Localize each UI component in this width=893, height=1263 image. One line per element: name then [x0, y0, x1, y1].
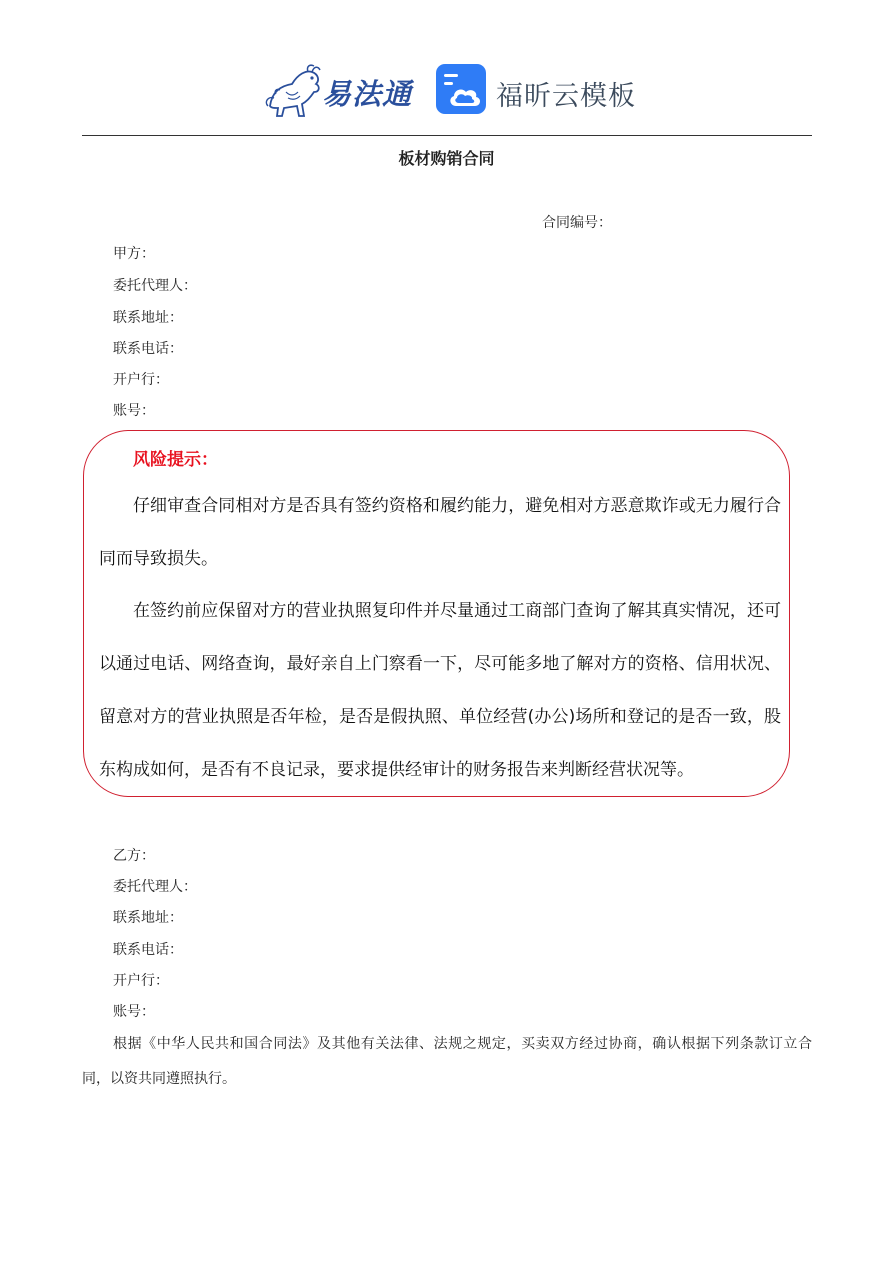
fuxin-logo-text: 福昕云模板: [496, 81, 636, 112]
party-a-address-label: 联系地址：: [113, 310, 183, 326]
document-title: 板材购销合同: [398, 149, 495, 168]
yifatong-logo-text: 易法通: [322, 77, 413, 111]
party-a-phone-label: 联系电话：: [113, 341, 183, 357]
risk-notice-title: 风险提示：: [133, 450, 218, 470]
header-divider: [82, 135, 812, 136]
party-a-bank-label: 开户行：: [113, 372, 169, 388]
party-b-account-label: 账号：: [113, 1004, 155, 1020]
risk-notice-paragraph-2: 在签约前应保留对方的营业执照复印件并尽量通过工商部门查询了解其真实情况，还可以通过电话、网络查询，最好亲自上门察看一下，尽可能多地了解对方的资格、信用状况、留意对方的营业执照是否年检，是否是假执照、单位经营(办公)场所和登记的是否一致，股东构成如何，是否有不良记录，要求提供经审计的财务报告来判断经营状况等。: [99, 601, 781, 780]
party-b-bank-label: 开户行：: [113, 973, 169, 989]
page-header: [0, 58, 893, 128]
party-b-label: 乙方：: [113, 848, 155, 864]
yifatong-logo: [262, 62, 412, 118]
party-b-agent-label: 委托代理人：: [113, 879, 197, 895]
risk-notice-paragraph-1: 仔细审查合同相对方是否具有签约资格和履约能力，避免相对方恶意欺诈或无力履行合同而导致损失。: [99, 496, 781, 569]
party-a-agent-label: 委托代理人：: [113, 278, 197, 294]
cloud-document-icon: [436, 64, 486, 114]
contract-preamble: 根据《中华人民共和国合同法》及其他有关法律、法规之规定，买卖双方经过协商，确认根据下列条款订立合同，以资共同遵照执行。: [82, 1036, 812, 1087]
qilin-mascot-icon: [262, 62, 324, 118]
party-a-account-label: 账号：: [113, 403, 155, 419]
party-a-label: 甲方：: [113, 246, 155, 262]
fuxin-template-logo: [436, 64, 656, 118]
party-b-phone-label: 联系电话：: [113, 942, 183, 958]
contract-number-label: 合同编号：: [542, 215, 612, 231]
party-b-address-label: 联系地址：: [113, 910, 183, 926]
